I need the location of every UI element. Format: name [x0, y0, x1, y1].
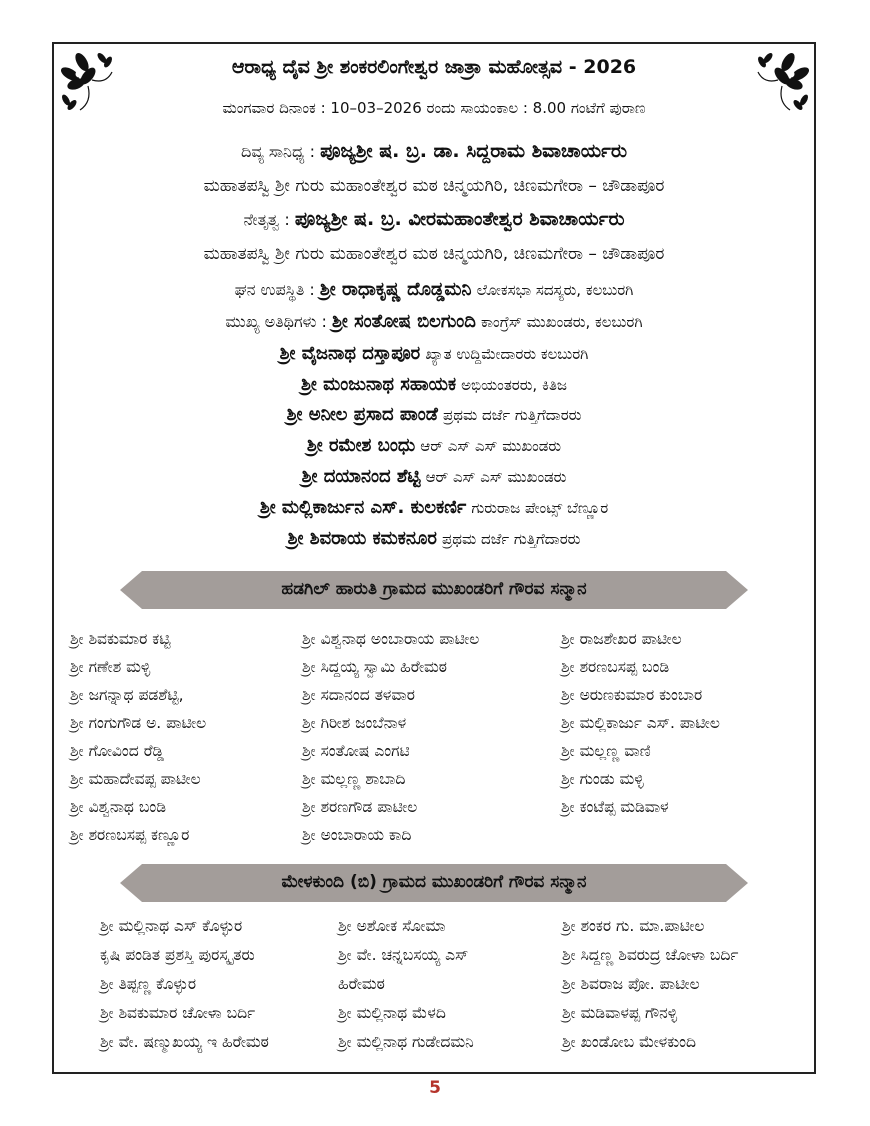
list-item: ಶ್ರೀ ಗಿರೀಶ ಜಂಬೆನಾಳ: [302, 714, 407, 732]
ghana-upasthiti-row: [52, 281, 816, 299]
section-heading: ಹಡಗಿಲ್ ಹಾರುತಿ ಗ್ರಾಮದ ಮುಖಂಡರಿಗೆ ಗೌರವ ಸನ್ಮಾನ: [281, 579, 587, 599]
page-title: ಆರಾಧ್ಯ ದೈವ ಶ್ರೀ ಶಂಕರಲಿಂಗೇಶ್ವರ ಜಾತ್ರಾ ಮಹೋತ್ಸವ - 2026: [231, 56, 637, 78]
list-item: ಶ್ರೀ ಅರುಣಕುಮಾರ ಕುಂಬಾರ: [561, 686, 703, 704]
list-item: ಶ್ರೀ ಮಲ್ಲಿಕಾರ್ಜು ಎಸ್. ಪಾಟೀಲ: [561, 714, 720, 732]
ghana-description: ಲೋಕಸಭಾ ಸದಸ್ಯರು, ಕಲಬುರಗಿ: [476, 281, 634, 299]
list-item: ಶ್ರೀ ಶಂಕರ ಗು. ಮಾ.ಪಾಟೀಲ: [562, 917, 705, 935]
list-item: ಶ್ರೀ ಕಂಟೆಪ್ಪ ಮಡಿವಾಳ: [561, 798, 669, 816]
mukhya-name: ಶ್ರೀ ಸಂತೋಷ ಬಿಲಗುಂದಿ: [332, 311, 476, 332]
list-item: ಶ್ರೀ ಸಿದ್ದಣ್ಣ ಶಿವರುದ್ರ ಚೋಳಾ ಬರ್ದಿ: [562, 946, 739, 964]
divya-name: ಪೂಜ್ಯಶ್ರೀ ಷ. ಬ್ರ. ಡಾ. ಸಿದ್ದರಾಮ ಶಿವಾಚಾರ್ಯರು: [320, 140, 627, 162]
guest-name: ಶ್ರೀ ದಯಾನಂದ ಶೆಟ್ಟಿ: [301, 466, 421, 487]
guest-name: ಶ್ರೀ ಶಿವರಾಯ ಕಮಕನೂರ: [287, 528, 437, 549]
guest-name: ಶ್ರೀ ಅನೀಲ ಪ್ರಸಾದ ಪಾಂಡೆ: [286, 404, 438, 425]
guest-row: [52, 468, 816, 486]
list-item: ಶ್ರೀ ಮಲ್ಲಣ್ಣ ಶಾಬಾದಿ: [302, 770, 406, 788]
guest-row: [52, 345, 816, 363]
list-item: ಶ್ರೀ ಮಹಾದೇವಪ್ಪ ಪಾಟೀಲ: [70, 770, 201, 788]
list-item: ಶ್ರೀ ಸಿದ್ದಯ್ಯ ಸ್ವಾಮಿ ಹಿರೇಮಠ: [302, 658, 447, 676]
netrutva-row: [52, 210, 816, 229]
divya-description: ಮಹಾತಪಸ್ವಿ ಶ್ರೀ ಗುರು ಮಹಾಂತೇಶ್ವರ ಮಠ ಚಿನ್ಮಯಗಿರಿ, ಚಿಣಮಗೇರಾ – ಚೌಡಾಪೂರ: [203, 176, 665, 196]
guest-description: ಖ್ಯಾತ ಉದ್ದಿಮೇದಾರರು ಕಲಬುರಗಿ: [425, 345, 589, 363]
guest-description: ಪ್ರಥಮ ದರ್ಜೆ ಗುತ್ತಿಗೆದಾರರು: [443, 406, 582, 424]
ghana-name: ಶ್ರೀ ರಾಧಾಕೃಷ್ಣ ದೊಡ್ಡಮನಿ: [319, 279, 472, 300]
list-item: ಶ್ರೀ ಗಣೇಶ ಮಳ್ಳಿ: [70, 658, 151, 676]
divya-label: ದಿವ್ಯ ಸಾನಿಧ್ಯ :: [241, 142, 315, 161]
list-item: ಶ್ರೀ ಮಲ್ಲಿನಾಥ ಎಸ್ ಕೊಳ್ಳುರ: [100, 917, 243, 935]
list-item: ಶ್ರೀ ಮಲ್ಲಣ್ಣ ವಾಣಿ: [561, 742, 651, 760]
list-item: ಹಿರೇಮಠ: [338, 975, 385, 993]
mukhya-atithi-row: [52, 313, 816, 331]
guest-row: [52, 530, 816, 548]
guest-description: ಆರ್ ಎಸ್ ಎಸ್ ಮುಖಂಡರು: [425, 468, 567, 486]
guest-name: ಶ್ರೀ ಮಲ್ಲಿಕಾರ್ಜುನ ಎಸ್. ಕುಲಕರ್ಣಿ: [259, 497, 467, 518]
divya-saanidhya-row: [52, 142, 816, 161]
guest-name: ಶ್ರೀ ರಮೇಶ ಬಂಧು: [306, 435, 416, 456]
section-heading: ಮೇಳಕುಂದಿ (ಬಿ) ಗ್ರಾಮದ ಮುಖಂಡರಿಗೆ ಗೌರವ ಸನ್ಮಾನ: [281, 872, 587, 892]
netrutva-description: ಮಹಾತಪಸ್ವಿ ಶ್ರೀ ಗುರು ಮಹಾಂತೇಶ್ವರ ಮಠ ಚಿನ್ಮಯಗಿರಿ, ಚಿಣಮಗೇರಾ – ಚೌಡಾಪೂರ: [203, 244, 665, 264]
guest-description: ಪ್ರಥಮ ದರ್ಜೆ ಗುತ್ತಿಗೆದಾರರು: [442, 530, 581, 548]
list-item: ಶ್ರೀ ವೇ. ಷಣ್ಮುಖಯ್ಯ ಇ ಹಿರೇಮಠ: [100, 1033, 269, 1051]
guest-description: ಆರ್ ಎಸ್ ಎಸ್ ಮುಖಂಡರು: [420, 437, 562, 455]
list-item: ಶ್ರೀ ಮಲ್ಲಿನಾಥ ಮೆಳದಿ: [338, 1004, 446, 1022]
list-item: ಶ್ರೀ ಸಂತೋಷ ಎಂಗಟಿ: [302, 742, 410, 760]
mukhya-description: ಕಾಂಗ್ರೆಸ್ ಮುಖಂಡರು, ಕಲಬುರಗಿ: [481, 313, 643, 331]
list-item: ಶ್ರೀ ಅಶೋಕ ಸೋಮಾ: [338, 917, 446, 935]
list-item: ಶ್ರೀ ಶರಣಬಸಪ್ಪ ಕಣ್ಣೂರ: [70, 826, 190, 844]
list-item: ಶ್ರೀ ವೇ. ಚನ್ನಬಸಯ್ಯ ಎಸ್: [338, 946, 469, 964]
list-item: ಶ್ರೀ ಶಿವಕುಮಾರ ಕಟ್ಟಿ: [70, 630, 171, 648]
list-item: ಶ್ರೀ ತಿಪ್ಪಣ್ಣ ಕೊಳ್ಳುರ: [100, 975, 197, 993]
list-item: ಶ್ರೀ ಖಂಡೋಬ ಮೇಳಕುಂದಿ: [562, 1033, 697, 1051]
list-item: ಶ್ರೀ ಶರಣಗೌಡ ಪಾಟೀಲ: [302, 798, 418, 816]
list-item: ಶ್ರೀ ಶರಣಬಸಪ್ಪ ಬಂಡಿ: [561, 658, 670, 676]
list-item: ಶ್ರೀ ವಿಶ್ವನಾಥ ಅಂಬಾರಾಯ ಪಾಟೀಲ: [302, 630, 480, 648]
netrutva-label: ನೇತೃತ್ವ :: [243, 210, 290, 229]
list-item: ಶ್ರೀ ವಿಶ್ವನಾಥ ಬಂಡಿ: [70, 798, 166, 816]
list-item: ಶ್ರೀ ಜಗನ್ನಾಥ ಪಡಶೆಟ್ಟಿ,: [70, 686, 184, 704]
list-item: ಶ್ರೀ ಗಂಗುಗೌಡ ಅ. ಪಾಟೀಲ: [70, 714, 207, 732]
guest-row: [52, 499, 816, 517]
guest-row: [52, 437, 816, 455]
mukhya-label: ಮುಖ್ಯ ಅತಿಥಿಗಳು :: [225, 312, 327, 331]
page-number: 5: [429, 1078, 441, 1098]
list-item: ಶ್ರೀ ಮಲ್ಲಿನಾಥ ಗುಡೇದಮನಿ: [338, 1033, 474, 1051]
guest-description: ಗುರುರಾಜ ಪೇಂಟ್ಸ್ ಬೆಣ್ಣೂರ: [471, 499, 609, 517]
list-item: ಶ್ರೀ ಗೋವಿಂದ ರೆಡ್ಡಿ: [70, 742, 165, 760]
list-item: ಶ್ರೀ ಮಡಿವಾಳಪ್ಪ ಗೌನಳ್ಳಿ: [562, 1004, 678, 1022]
list-item: ಶ್ರೀ ಅಂಬಾರಾಯ ಕಾದಿ: [302, 826, 412, 844]
list-item: ಶ್ರೀ ಶಿವರಾಜ ಪೋ. ಪಾಟೀಲ: [562, 975, 700, 993]
ghana-label: ಘನ ಉಪಸ್ಥಿತಿ :: [234, 280, 315, 299]
event-date-line: ಮಂಗವಾರ ದಿನಾಂಕ : 10–03–2026 ರಂದು ಸಾಯಂಕಾಲ : 8.00 ಗಂಟೆಗೆ ಪುರಾಣ: [222, 99, 646, 117]
guest-row: [52, 406, 816, 424]
netrutva-name: ಪೂಜ್ಯಶ್ರೀ ಷ. ಬ್ರ. ವೀರಮಹಾಂತೇಶ್ವರ ಶಿವಾಚಾರ್ಯರು: [294, 208, 625, 230]
list-item: ಕೃಷಿ ಪಂಡಿತ ಪ್ರಶಸ್ತಿ ಪುರಸ್ಕೃತರು: [100, 946, 255, 964]
list-item: ಶ್ರೀ ಸದಾನಂದ ತಳವಾರ: [302, 686, 415, 704]
list-item: ಶ್ರೀ ಗುಂಡು ಮಳ್ಳಿ: [561, 770, 644, 788]
guest-row: [52, 376, 816, 394]
guest-name: ಶ್ರೀ ಮಂಜುನಾಥ ಸಹಾಯಕ: [301, 374, 457, 395]
guest-name: ಶ್ರೀ ವೈಜನಾಥ ದಸ್ತಾಪೂರ: [279, 343, 421, 364]
list-item: ಶ್ರೀ ರಾಜಶೇಖರ ಪಾಟೀಲ: [561, 630, 682, 648]
guest-description: ಅಭಿಯಂತರರು, ಕಿತಿಜ: [461, 376, 567, 394]
list-item: ಶ್ರೀ ಶಿವಕುಮಾರ ಚೋಳಾ ಬರ್ದಿ: [100, 1004, 256, 1022]
